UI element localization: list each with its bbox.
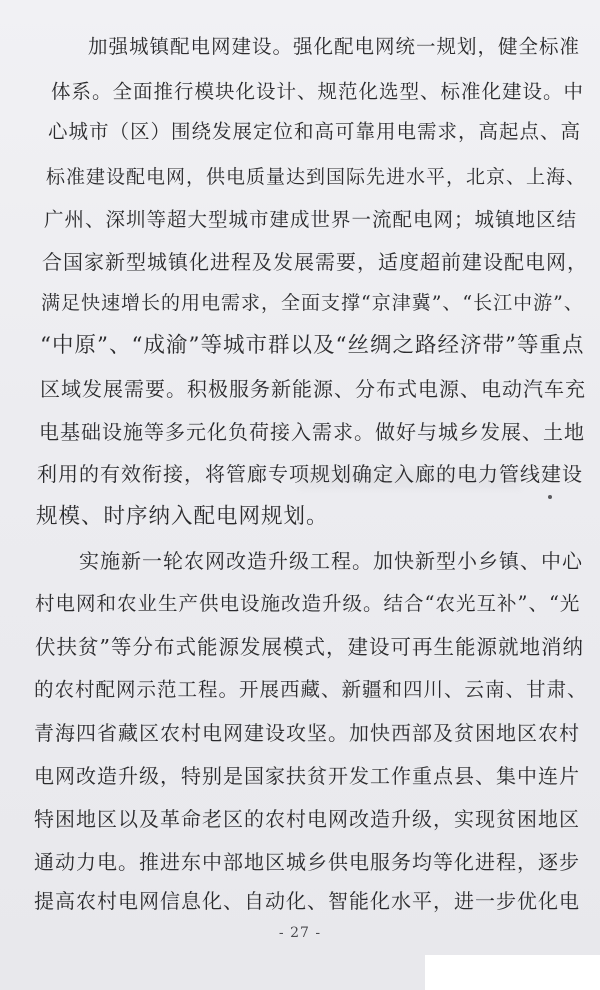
text-line: 电基础设施等多元化负荷接入需求。做好与城乡发展、土地: [39, 420, 585, 444]
watermark-patch: [425, 955, 600, 990]
text-line: 利用的有效衔接，将管廊专项规划确定入廊的电力管线建设: [37, 462, 583, 486]
text-line: 青海四省藏区农村电网建设攻坚。加快西部及贫困地区农村: [34, 721, 580, 745]
text-line: 村电网和农业生产供电设施改造升级。结合“农光互补”、“光: [35, 592, 581, 615]
text-line: 提高农村电网信息化、自动化、智能化水平，进一步优化电: [34, 889, 580, 913]
text-line: 广州、深圳等超大型城市建成世界一流配电网；城镇地区结: [44, 208, 578, 231]
text-line: “中原”、“成渝”等城市群以及“丝绸之路经济带”等重点: [40, 333, 585, 358]
page-number: - 27 -: [278, 925, 322, 941]
text-line: 规模、时序纳入配电网规划。: [36, 504, 329, 529]
text-line: 满足快速增长的用电需求，全面支撑“京津冀”、“长江中游”、: [41, 292, 584, 314]
text-line: 体系。全面推行模块化设计、规范化选型、标准化建设。中: [51, 80, 585, 103]
text-line: 通动力电。推进东中部地区城乡供电服务均等化进程，逐步: [34, 850, 580, 874]
text-line: 的农村配网示范工程。开展西藏、新疆和四川、云南、甘肃、: [34, 678, 588, 701]
text-line: 实施新一轮农网改造升级工程。加快新型小乡镇、中心: [79, 549, 583, 573]
text-line: 合国家新型城镇化进程及发展需要，适度超前建设配电网，: [42, 250, 588, 274]
text-line: 加强城镇配电网建设。强化配电网统一规划，健全标准: [88, 35, 581, 58]
text-line: 电网改造升级，特别是国家扶贫开发工作重点县、集中连片: [34, 764, 580, 788]
ink-mark: [548, 495, 552, 499]
text-line: 标准建设配电网，供电质量达到国际先进水平，北京、上海、: [46, 166, 587, 188]
text-line: 伏扶贫”等分布式能源发展模式，建设可再生能源就地消纳: [35, 635, 584, 659]
text-line: 区域发展需要。积极服务新能源、分布式电源、电动汽车充: [40, 377, 586, 401]
text-line: 特困地区以及革命老区的农村电网改造升级，实现贫困地区: [34, 807, 580, 831]
text-line: 心城市（区）围绕发展定位和高可靠用电需求，高起点、高: [48, 120, 582, 143]
